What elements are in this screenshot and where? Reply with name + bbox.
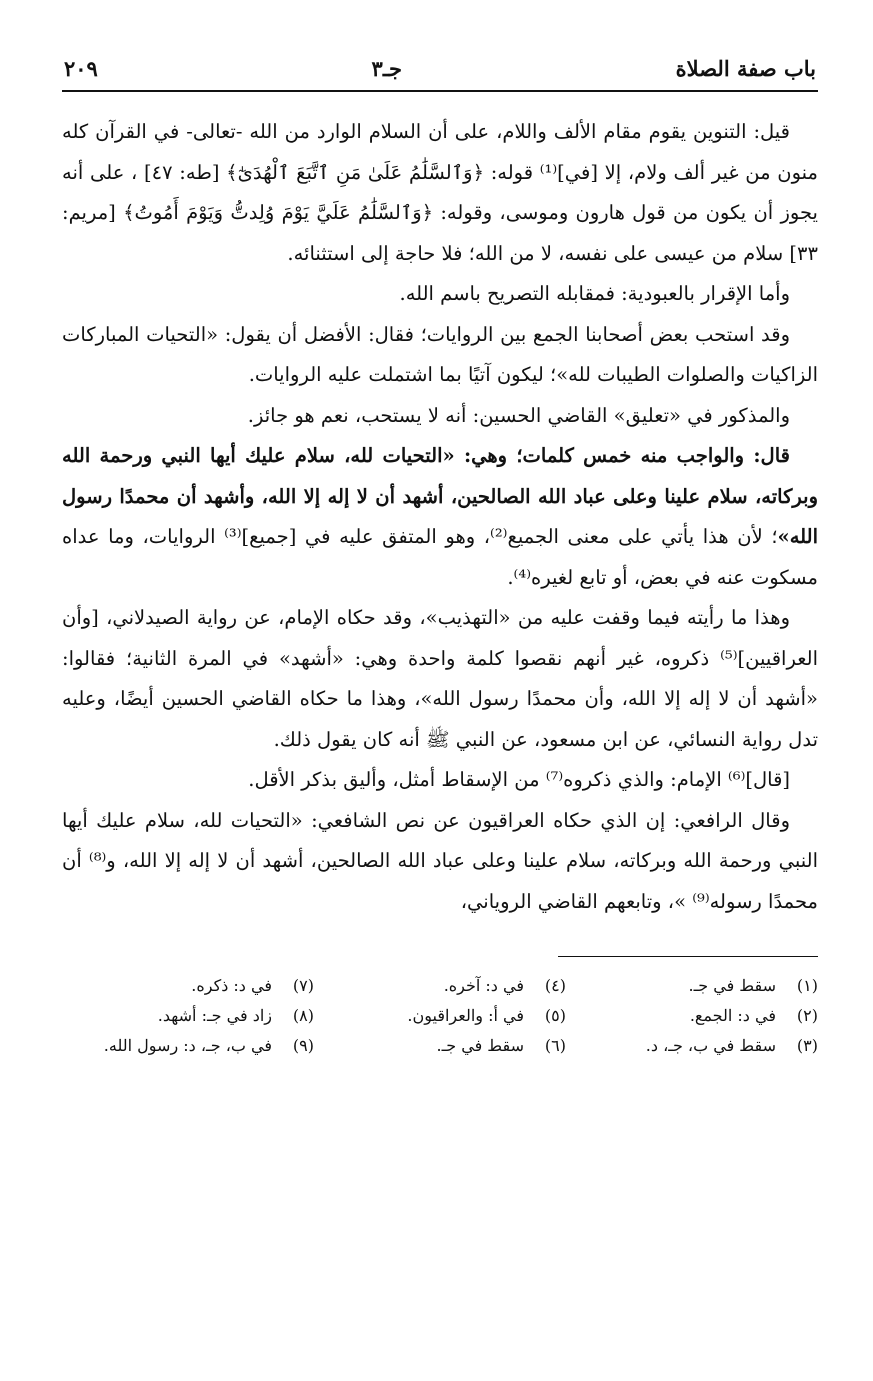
paragraph: وقد استحب بعض أصحابنا الجمع بين الروايات؛ فقال: الأفضل أن يقول: «التحيات المباركات الزاكيات والصلوات الطيبات لله»؛ ليكون آتيًا بما اشتملت عليه الروايات.: [62, 322, 818, 386]
footnote-text: سقط في ب، جـ، د.: [645, 1036, 776, 1055]
footnote: [314, 1033, 566, 1059]
footnote-number: (٧): [292, 976, 314, 995]
footnote-separator: [558, 956, 818, 957]
footnote: [314, 1003, 566, 1029]
paragraph: والمذكور في «تعليق» القاضي الحسين: أنه لا يستحب، نعم هو جائز.: [247, 403, 790, 427]
commentary-text: ؛ لأن هذا يأتي على معنى الجميع⁽²⁾، وهو المتفق عليه في [جميع]⁽³⁾ الروايات، وما عداه مسكوت عنه في بعض، أو تابع لغيره⁽⁴⁾.: [62, 525, 818, 589]
paragraph: وهذا ما رأيته فيما وقفت عليه من «التهذيب»، وقد حكاه الإمام، عن رواية الصيدلاني، [وأن العراقيين]⁽⁵⁾ ذكروه، غير أنهم نقصوا كلمة واحدة وهي: «أشهد» في المرة الثانية؛ فقالوا: «أشهد أن لا إله إلا الله، وأن محمدًا رسول الله»، وهذا ما حكاه القاضي الحسين أيضًا، وعليه تدل رواية النسائي، عن ابن مسعود، عن النبي ﷺ أنه كان يقول ذلك.: [62, 606, 818, 751]
chapter-title: باب صفة الصلاة: [675, 56, 816, 81]
footnote-text: في د: ذكره.: [191, 976, 272, 995]
page-number: ٢٠٩: [64, 56, 98, 81]
footnote-text: في د: آخره.: [443, 976, 524, 995]
main-text: [62, 112, 818, 922]
footnote: [314, 973, 566, 999]
footnote-text: في د: الجمع.: [689, 1006, 776, 1025]
footnote-number: (٢): [796, 1006, 818, 1025]
footnote: [566, 973, 818, 999]
footnote-number: (٤): [544, 976, 566, 995]
footnote-number: (٨): [292, 1006, 314, 1025]
footnote-number: (٩): [292, 1036, 314, 1055]
footnote-text: سقط في جـ.: [436, 1036, 524, 1055]
footnote-number: (٦): [544, 1036, 566, 1055]
footnote-text: في ب، جـ، د: رسول الله.: [103, 1036, 272, 1055]
paragraph: [قال]⁽⁶⁾ الإمام: والذي ذكروه⁽⁷⁾ من الإسقاط أمثل، وأليق بذكر الأقل.: [248, 768, 790, 791]
footnote-number: (١): [796, 976, 818, 995]
footnote: [62, 1003, 314, 1029]
footnote: [62, 973, 314, 999]
footnotes: [62, 973, 818, 1059]
footnote: [566, 1033, 818, 1059]
paragraph: وقال الرافعي: إن الذي حكاه العراقيون عن نص الشافعي: «التحيات لله، سلام عليك أيها النبي ورحمة الله وبركاته، سلام علينا وعلى عباد الله الصالحين، أشهد أن لا إله إلا الله، و⁽⁸⁾ أن محمدًا رسوله⁽⁹⁾ »، وتابعهم القاضي الروياني،: [62, 808, 818, 913]
paragraph: قيل: التنوين يقوم مقام الألف واللام، على أن السلام الوارد من الله -تعالى- في القرآن كله منون من غير ألف ولام، إلا [في]⁽¹⁾ قوله: ﴿وَٱلسَّلَٰمُ عَلَىٰ مَنِ ٱتَّبَعَ ٱلْهُدَىٰٓ﴾ [طه: ٤٧] ، على أنه يجوز أن يكون من قول هارون وموسى، وقوله: ﴿وَٱلسَّلَٰمُ عَلَيَّ يَوْمَ وُلِدتُّ وَيَوْمَ أَمُوتُ﴾ [مريم: ٣٣] سلام من عيسى على نفسه، لا من الله؛ فلا حاجة إلى استثنائه.: [62, 120, 818, 265]
footnote-text: سقط في جـ.: [688, 976, 776, 995]
volume-label: جـ٣: [371, 56, 402, 81]
paragraph: [62, 436, 818, 598]
footnote-text: زاد في جـ: أشهد.: [157, 1006, 272, 1025]
footnote-number: (٣): [796, 1036, 818, 1055]
bold-matn-text: قال: والواجب منه خمس كلمات؛ وهي: «التحيات لله، سلام عليك أيها النبي ورحمة الله وبركاته، سلام علينا وعلى عباد الله الصالحين، أشهد أن لا إله إلا الله، وأشهد أن محمدًا رسول الله»: [62, 444, 818, 548]
footnote-number: (٥): [544, 1006, 566, 1025]
footnote: [62, 1033, 314, 1059]
book-page: [62, 56, 818, 1346]
running-header: [62, 56, 818, 92]
footnote-text: في أ: والعراقيون.: [407, 1006, 524, 1025]
footnote: [566, 1003, 818, 1029]
paragraph: وأما الإقرار بالعبودية: فمقابله التصريح باسم الله.: [399, 282, 790, 305]
